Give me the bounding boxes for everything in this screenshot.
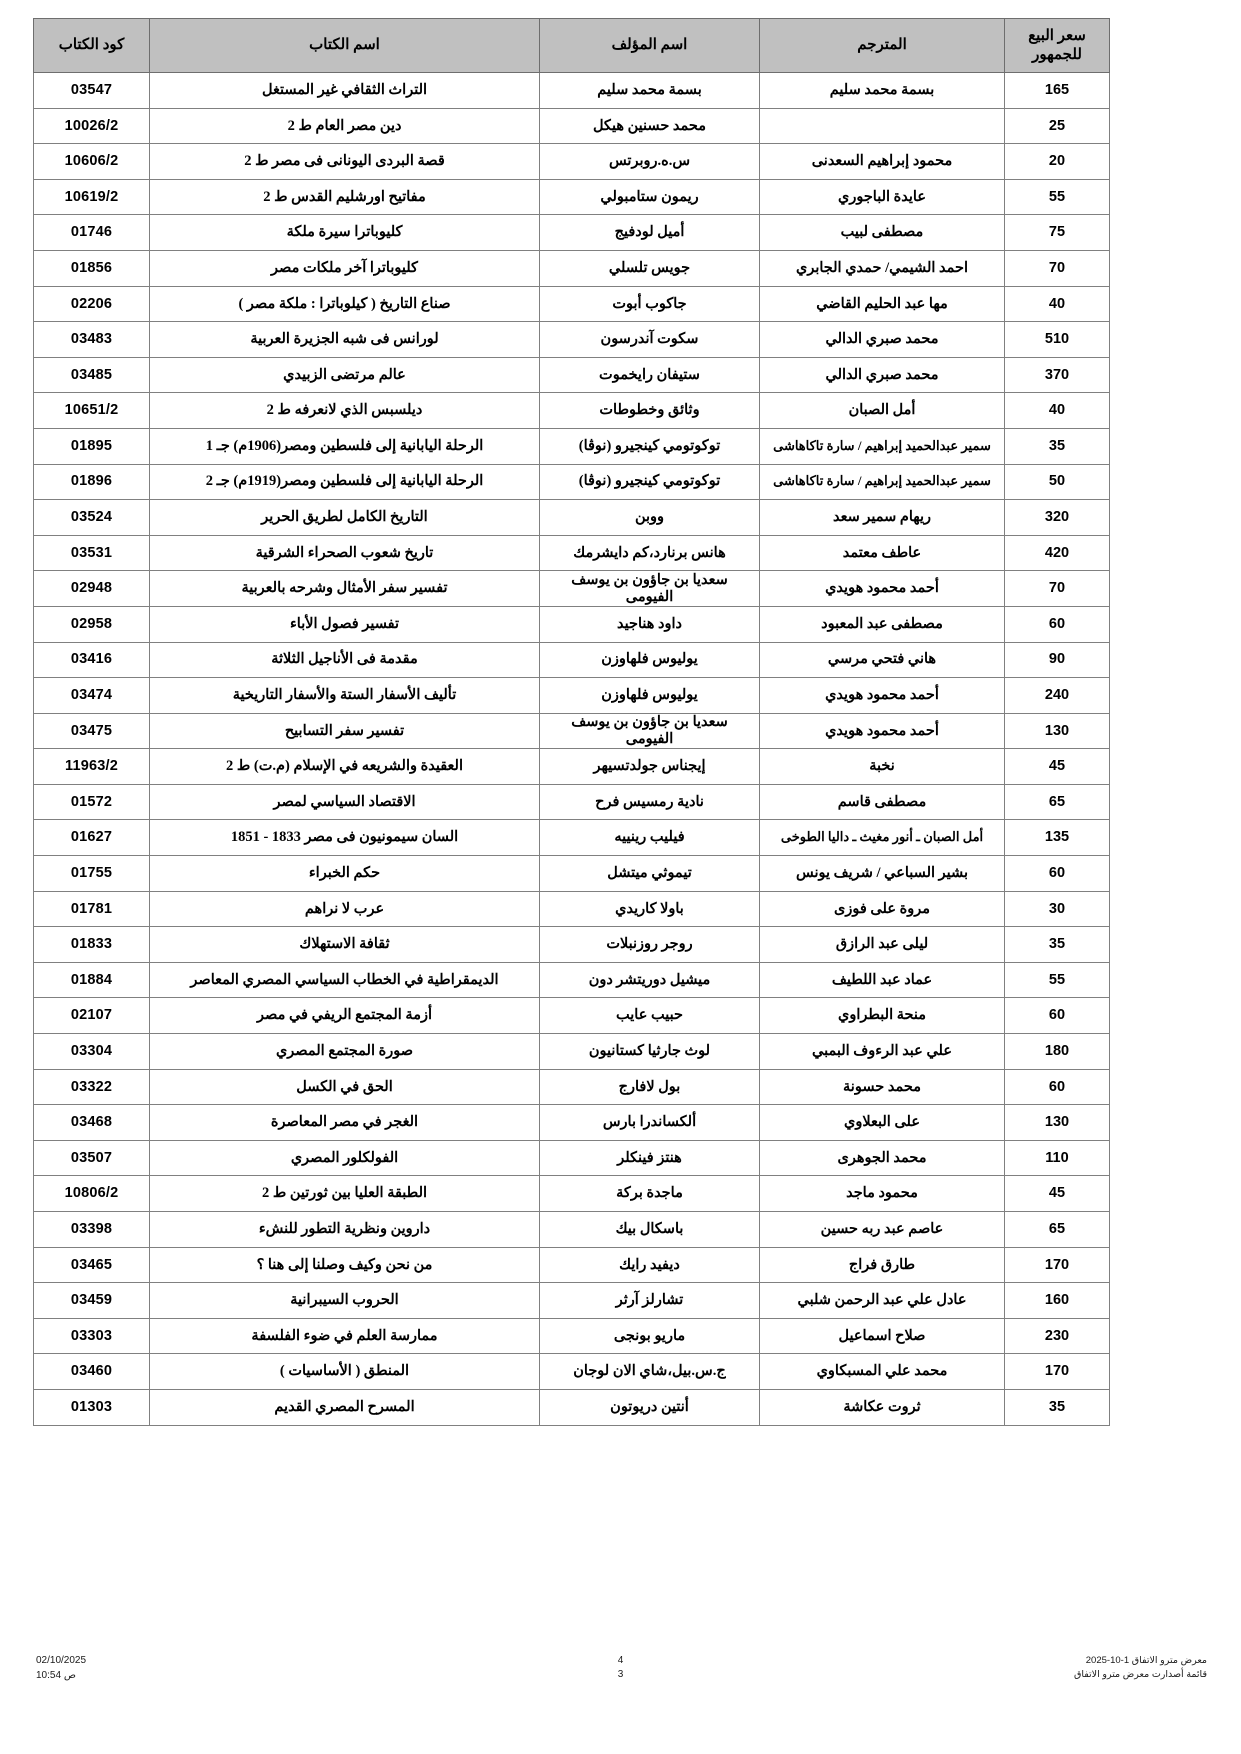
cell-book-code: 01572 [34, 784, 150, 820]
cell-price: 240 [1005, 678, 1110, 714]
cell-translator: عاصم عبد ربه حسين [760, 1212, 1005, 1248]
cell-price: 70 [1005, 571, 1110, 607]
cell-price: 45 [1005, 749, 1110, 785]
table-row [34, 73, 1110, 109]
footer-date: 02/10/2025 [36, 1655, 87, 1666]
cell-price: 65 [1005, 1212, 1110, 1248]
column-header-code: كود الكتاب [34, 19, 150, 73]
cell-book-code: 10026/2 [34, 108, 150, 144]
table-row [34, 1247, 1110, 1283]
cell-translator: سمير عبدالحميد إبراهيم / سارة تاكاهاشى [760, 464, 1005, 500]
cell-book-code: 01833 [34, 927, 150, 963]
table-row [34, 1354, 1110, 1390]
table-row [34, 962, 1110, 998]
table-row [34, 606, 1110, 642]
cell-author: يوليوس فلهاوزن [540, 678, 760, 714]
cell-book-title: عرب لا نراهم [150, 891, 540, 927]
footer-list-name: قائمة أصدارت معرض مترو الاتفاق [1073, 1669, 1207, 1681]
cell-translator: أحمد محمود هويدي [760, 678, 1005, 714]
cell-author: روجر روزنبلات [540, 927, 760, 963]
cell-book-code: 01884 [34, 962, 150, 998]
table-row [34, 286, 1110, 322]
cell-book-title: لورانس فى شبه الجزيرة العربية [150, 322, 540, 358]
cell-book-title: أزمة المجتمع الريفي في مصر [150, 998, 540, 1034]
cell-book-title: تفسير سفر التسابيح [150, 713, 540, 749]
cell-book-title: تأليف الأسفار الستة والأسفار التاريخية [150, 678, 540, 714]
cell-translator: على البعلاوي [760, 1105, 1005, 1141]
cell-book-code: 01627 [34, 820, 150, 856]
cell-book-title: الحق في الكسل [150, 1069, 540, 1105]
table-row [34, 927, 1110, 963]
table-row [34, 144, 1110, 180]
cell-translator: مصطفى لبيب [760, 215, 1005, 251]
price-header-line1: سعر البيع [1028, 27, 1086, 44]
cell-book-title: دين مصر العام ط 2 [150, 108, 540, 144]
cell-author: ريمون ستامبولي [540, 179, 760, 215]
cell-price: 90 [1005, 642, 1110, 678]
cell-price: 135 [1005, 820, 1110, 856]
cell-book-title: ديلسبس الذي لانعرفه ط 2 [150, 393, 540, 429]
table-row [34, 215, 1110, 251]
page-footer [0, 1654, 1241, 1700]
cell-price: 60 [1005, 606, 1110, 642]
cell-translator: عادل علي عبد الرحمن شلبي [760, 1283, 1005, 1319]
table-header [34, 19, 1110, 73]
cell-book-title: المنطق ( الأساسيات ) [150, 1354, 540, 1390]
cell-book-code: 01755 [34, 856, 150, 892]
cell-book-title: الاقتصاد السياسي لمصر [150, 784, 540, 820]
cell-book-title: التاريخ الكامل لطريق الحرير [150, 500, 540, 536]
cell-translator: مروة على فوزى [760, 891, 1005, 927]
cell-book-code: 03507 [34, 1140, 150, 1176]
table-row [34, 322, 1110, 358]
cell-price: 130 [1005, 1105, 1110, 1141]
cell-author: باولا كاريدي [540, 891, 760, 927]
table-row [34, 250, 1110, 286]
table-row [34, 1389, 1110, 1425]
cell-translator: هاني فتحي مرسي [760, 642, 1005, 678]
table-row [34, 571, 1110, 607]
cell-price: 130 [1005, 713, 1110, 749]
cell-book-code: 03531 [34, 535, 150, 571]
cell-book-code: 02948 [34, 571, 150, 607]
cell-author: باسكال بيك [540, 1212, 760, 1248]
cell-translator: عماد عبد اللطيف [760, 962, 1005, 998]
cell-book-title: الفولكلور المصري [150, 1140, 540, 1176]
cell-price: 25 [1005, 108, 1110, 144]
cell-translator: محمد حسونة [760, 1069, 1005, 1105]
cell-book-code: 03465 [34, 1247, 150, 1283]
cell-author: ميشيل دوريتشر دون [540, 962, 760, 998]
cell-book-title: تاريخ شعوب الصحراء الشرقية [150, 535, 540, 571]
cell-translator: مصطفى عبد المعبود [760, 606, 1005, 642]
cell-author: أنتين دريوتون [540, 1389, 760, 1425]
cell-book-title: قصة البردى اليونانى فى مصر ط 2 [150, 144, 540, 180]
cell-price: 75 [1005, 215, 1110, 251]
cell-translator: احمد الشيمي/ حمدي الجابري [760, 250, 1005, 286]
cell-book-title: حكم الخبراء [150, 856, 540, 892]
cell-author: بسمة محمد سليم [540, 73, 760, 109]
table-row [34, 1176, 1110, 1212]
cell-book-title: صناع التاريخ ( كيلوباترا : ملكة مصر ) [150, 286, 540, 322]
cell-price: 70 [1005, 250, 1110, 286]
cell-translator: ليلى عبد الرازق [760, 927, 1005, 963]
footer-exhibition-name: معرض مترو الاتفاق 1-10-2025 [1085, 1655, 1207, 1666]
table-row [34, 1105, 1110, 1141]
cell-translator: أحمد محمود هويدي [760, 713, 1005, 749]
cell-book-code: 03475 [34, 713, 150, 749]
cell-book-code: 01895 [34, 428, 150, 464]
column-header-translator: المترجم [760, 19, 1005, 73]
cell-price: 160 [1005, 1283, 1110, 1319]
cell-book-code: 10619/2 [34, 179, 150, 215]
cell-book-code: 10651/2 [34, 393, 150, 429]
cell-translator: سمير عبدالحميد إبراهيم / سارة تاكاهاشى [760, 428, 1005, 464]
cell-book-code: 03468 [34, 1105, 150, 1141]
table-row [34, 357, 1110, 393]
cell-book-title: الغجر في مصر المعاصرة [150, 1105, 540, 1141]
cell-book-code: 11963/2 [34, 749, 150, 785]
cell-author: توكوتومي كينجيرو (نوڤا) [540, 464, 760, 500]
table-row [34, 179, 1110, 215]
cell-translator: علي عبد الرءوف البمبي [760, 1034, 1005, 1070]
cell-book-title: مفاتيح اورشليم القدس ط 2 [150, 179, 540, 215]
cell-book-code: 03460 [34, 1354, 150, 1390]
cell-book-title: الرحلة اليابانية إلى فلسطين ومصر(1906م) جـ 1 [150, 428, 540, 464]
cell-author: تيموثي ميتشل [540, 856, 760, 892]
cell-price: 170 [1005, 1354, 1110, 1390]
book-catalog-table [33, 18, 1110, 1426]
cell-author: ج.س.بيل،شاي الان لوجان [540, 1354, 760, 1390]
cell-book-code: 03547 [34, 73, 150, 109]
cell-book-code: 02206 [34, 286, 150, 322]
cell-translator: نخبة [760, 749, 1005, 785]
table-row [34, 1283, 1110, 1319]
catalog-table-container [34, 18, 1110, 1426]
cell-translator: عاطف معتمد [760, 535, 1005, 571]
cell-book-code: 03303 [34, 1318, 150, 1354]
cell-price: 35 [1005, 927, 1110, 963]
table-row [34, 1140, 1110, 1176]
cell-translator: ريهام سمير سعد [760, 500, 1005, 536]
cell-book-code: 10606/2 [34, 144, 150, 180]
cell-translator: محمود إبراهيم السعدنى [760, 144, 1005, 180]
cell-author: جويس تلسلي [540, 250, 760, 286]
footer-page-numbers [0, 1654, 1241, 1681]
cell-book-code: 01781 [34, 891, 150, 927]
cell-price: 60 [1005, 1069, 1110, 1105]
cell-price: 40 [1005, 286, 1110, 322]
cell-book-title: المسرح المصري القديم [150, 1389, 540, 1425]
cell-author: سعديا بن جاؤون بن يوسف الفيومى [540, 713, 760, 749]
cell-price: 20 [1005, 144, 1110, 180]
cell-price: 35 [1005, 428, 1110, 464]
cell-book-title: التراث الثقافي غير المستغل [150, 73, 540, 109]
cell-price: 45 [1005, 1176, 1110, 1212]
cell-author: محمد حسنين هيكل [540, 108, 760, 144]
table-row [34, 856, 1110, 892]
table-row [34, 535, 1110, 571]
cell-translator: صلاح اسماعيل [760, 1318, 1005, 1354]
cell-translator: بسمة محمد سليم [760, 73, 1005, 109]
cell-author: ماجدة بركة [540, 1176, 760, 1212]
cell-translator: محمود ماجد [760, 1176, 1005, 1212]
cell-price: 60 [1005, 856, 1110, 892]
cell-book-title: تفسير فصول الأباء [150, 606, 540, 642]
cell-translator: محمد علي المسبكاوي [760, 1354, 1005, 1390]
price-header-line2: للجمهور [1032, 46, 1082, 63]
cell-author: حبيب عايب [540, 998, 760, 1034]
table-row [34, 500, 1110, 536]
table-row [34, 749, 1110, 785]
cell-author: تشارلز آرثر [540, 1283, 760, 1319]
cell-price: 110 [1005, 1140, 1110, 1176]
cell-price: 60 [1005, 998, 1110, 1034]
table-body [34, 73, 1110, 1426]
cell-author: لوث جارثيا كستانيون [540, 1034, 760, 1070]
cell-translator: محمد صبري الدالي [760, 322, 1005, 358]
cell-author: أميل لودفيج [540, 215, 760, 251]
cell-translator: أحمد محمود هويدي [760, 571, 1005, 607]
cell-price: 320 [1005, 500, 1110, 536]
cell-price: 180 [1005, 1034, 1110, 1070]
cell-book-code: 01856 [34, 250, 150, 286]
cell-author: ديفيد رايك [540, 1247, 760, 1283]
cell-book-title: السان سيمونيون فى مصر 1833 - 1851 [150, 820, 540, 856]
cell-book-title: الديمقراطية في الخطاب السياسي المصري المعاصر [150, 962, 540, 998]
page-number: 4 [617, 1655, 624, 1666]
cell-translator: أمل الصبان ـ أنور مغيث ـ داليا الطوخى [760, 820, 1005, 856]
table-row [34, 642, 1110, 678]
cell-author: يوليوس فلهاوزن [540, 642, 760, 678]
cell-price: 35 [1005, 1389, 1110, 1425]
cell-book-title: الحروب السيبرانية [150, 1283, 540, 1319]
cell-author: إيجناس جولدتسيهر [540, 749, 760, 785]
cell-book-code: 03416 [34, 642, 150, 678]
cell-price: 165 [1005, 73, 1110, 109]
footer-time: 10:54 ص [36, 1669, 76, 1681]
table-row [34, 1212, 1110, 1248]
table-row [34, 108, 1110, 144]
footer-report-title [1074, 1654, 1207, 1683]
cell-price: 510 [1005, 322, 1110, 358]
cell-book-code: 03304 [34, 1034, 150, 1070]
table-row [34, 1034, 1110, 1070]
cell-book-title: كليوباترا آخر ملكات مصر [150, 250, 540, 286]
table-row [34, 1069, 1110, 1105]
cell-translator: بشير السباعي / شريف يونس [760, 856, 1005, 892]
cell-book-code: 10806/2 [34, 1176, 150, 1212]
cell-price: 40 [1005, 393, 1110, 429]
cell-translator: عايدة الباجوري [760, 179, 1005, 215]
cell-author: سكوت آندرسون [540, 322, 760, 358]
page-number-secondary: 3 [617, 1668, 624, 1680]
table-row [34, 820, 1110, 856]
table-row [34, 998, 1110, 1034]
cell-author: بول لافارج [540, 1069, 760, 1105]
cell-price: 420 [1005, 535, 1110, 571]
cell-book-code: 03483 [34, 322, 150, 358]
cell-author: ووبن [540, 500, 760, 536]
cell-price: 55 [1005, 962, 1110, 998]
cell-author: فيليب رينييه [540, 820, 760, 856]
cell-author: ماريو بونجى [540, 1318, 760, 1354]
cell-author: سعديا بن جاؤون بن يوسف الفيومى [540, 571, 760, 607]
cell-translator: مها عبد الحليم القاضي [760, 286, 1005, 322]
cell-book-title: تفسير سفر الأمثال وشرحه بالعربية [150, 571, 540, 607]
cell-price: 55 [1005, 179, 1110, 215]
cell-book-code: 03524 [34, 500, 150, 536]
table-row [34, 464, 1110, 500]
cell-book-code: 02107 [34, 998, 150, 1034]
cell-author: وثائق وخطوطات [540, 393, 760, 429]
cell-author: ستيفان رايخموت [540, 357, 760, 393]
cell-book-code: 01896 [34, 464, 150, 500]
table-row [34, 428, 1110, 464]
cell-book-title: عالم مرتضى الزبيدي [150, 357, 540, 393]
cell-author: توكوتومي كينجيرو (نوڤا) [540, 428, 760, 464]
cell-author: هانس برنارد،كم دايشرمك [540, 535, 760, 571]
cell-book-title: الطبقة العليا بين ثورتين ط 2 [150, 1176, 540, 1212]
cell-translator: منحة البطراوي [760, 998, 1005, 1034]
cell-price: 370 [1005, 357, 1110, 393]
cell-book-code: 03322 [34, 1069, 150, 1105]
column-header-price [1005, 19, 1110, 73]
cell-book-code: 03459 [34, 1283, 150, 1319]
cell-book-title: ممارسة العلم في ضوء الفلسفة [150, 1318, 540, 1354]
table-row [34, 1318, 1110, 1354]
table-row [34, 891, 1110, 927]
cell-book-title: الرحلة اليابانية إلى فلسطين ومصر(1919م) جـ 2 [150, 464, 540, 500]
cell-book-code: 01746 [34, 215, 150, 251]
cell-author: جاكوب أبوت [540, 286, 760, 322]
cell-translator: أمل الصبان [760, 393, 1005, 429]
cell-book-title: مقدمة فى الأناجيل الثلاثة [150, 642, 540, 678]
cell-book-title: صورة المجتمع المصري [150, 1034, 540, 1070]
header-row [34, 19, 1110, 73]
cell-author: داود هناجيد [540, 606, 760, 642]
table-row [34, 713, 1110, 749]
cell-book-code: 03474 [34, 678, 150, 714]
column-header-author: اسم المؤلف [540, 19, 760, 73]
table-row [34, 678, 1110, 714]
cell-book-title: كليوباترا سيرة ملكة [150, 215, 540, 251]
cell-translator: طارق فراج [760, 1247, 1005, 1283]
cell-translator: محمد الجوهرى [760, 1140, 1005, 1176]
column-header-title: اسم الكتاب [150, 19, 540, 73]
cell-translator: محمد صبري الدالي [760, 357, 1005, 393]
cell-book-title: ثقافة الاستهلاك [150, 927, 540, 963]
cell-author: هنتز فينكلر [540, 1140, 760, 1176]
cell-author: نادية رمسيس فرح [540, 784, 760, 820]
cell-book-code: 03485 [34, 357, 150, 393]
cell-translator: ثروت عكاشة [760, 1389, 1005, 1425]
cell-price: 170 [1005, 1247, 1110, 1283]
cell-translator: مصطفى قاسم [760, 784, 1005, 820]
cell-price: 50 [1005, 464, 1110, 500]
cell-author: س.ه.روبرتس [540, 144, 760, 180]
cell-translator [760, 108, 1005, 144]
table-row [34, 784, 1110, 820]
cell-price: 230 [1005, 1318, 1110, 1354]
cell-book-title: داروين ونظرية التطور للنشء [150, 1212, 540, 1248]
cell-book-code: 01303 [34, 1389, 150, 1425]
cell-book-code: 02958 [34, 606, 150, 642]
cell-book-code: 03398 [34, 1212, 150, 1248]
cell-book-title: من نحن وكيف وصلنا إلى هنا ؟ [150, 1247, 540, 1283]
cell-price: 30 [1005, 891, 1110, 927]
cell-book-title: العقيدة والشريعه في الإسلام (م.ت) ط 2 [150, 749, 540, 785]
cell-author: ألكساندرا بارس [540, 1105, 760, 1141]
cell-price: 65 [1005, 784, 1110, 820]
table-row [34, 393, 1110, 429]
